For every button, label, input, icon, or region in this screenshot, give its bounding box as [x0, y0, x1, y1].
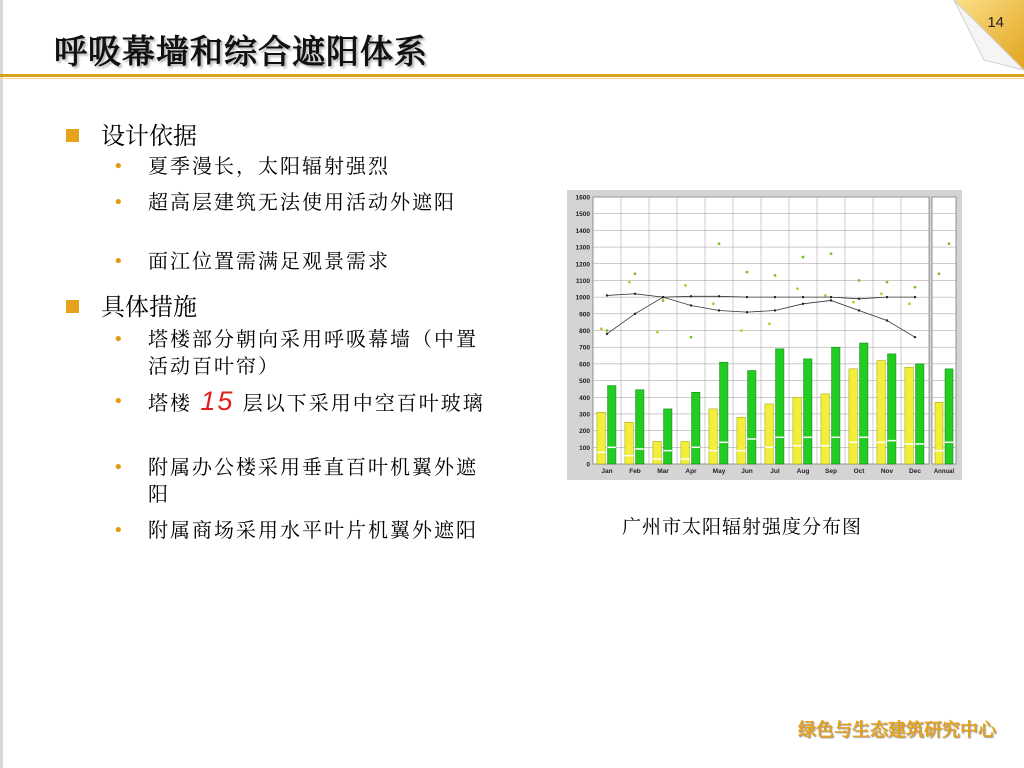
x-tick-label: Nov: [880, 468, 894, 475]
x-tick-label: Jan: [601, 468, 613, 475]
scatter-point: [774, 274, 777, 277]
bar-yellow: [849, 369, 857, 464]
scatter-point: [796, 287, 799, 290]
bullet-text: 附属办公楼采用垂直百叶机翼外遮阳: [148, 455, 478, 506]
bullet-item: [113, 248, 496, 275]
line-series-curve-point: [606, 333, 608, 335]
y-tick-label: 1000: [575, 294, 590, 302]
y-tick-label: 0: [586, 461, 590, 469]
y-tick-label: 1600: [575, 194, 590, 202]
bullet-text: 夏季漫长，太阳辐射强烈: [148, 154, 390, 178]
scatter-point: [746, 271, 749, 274]
y-tick-label: 800: [579, 328, 590, 335]
bar-green-annual: [945, 369, 953, 464]
line-series-flat-point: [802, 296, 804, 298]
line-series-curve-point: [690, 304, 692, 306]
line-series-curve-point: [718, 309, 720, 311]
line-series-flat-point: [718, 295, 720, 297]
section-heading-text: 设计依据: [101, 122, 197, 150]
line-series-flat-point: [886, 296, 888, 298]
scatter-point: [712, 302, 715, 305]
bar-green: [860, 343, 868, 464]
solar-radiation-chart: [567, 190, 962, 480]
left-edge-strip: [0, 0, 3, 768]
bar-yellow: [877, 361, 885, 464]
bar-yellow-annual: [935, 402, 943, 464]
bar-green: [776, 349, 784, 464]
scatter-point: [908, 302, 911, 305]
bar-yellow: [821, 394, 829, 464]
y-tick-label: 1300: [575, 244, 590, 252]
scatter-point: [600, 327, 603, 330]
y-tick-label: 900: [579, 311, 590, 319]
bar-green: [832, 347, 840, 464]
scatter-point: [628, 281, 631, 284]
page-curl-corner: [954, 0, 1024, 70]
x-tick-label-annual: Annual: [933, 469, 955, 475]
line-series-curve-point: [858, 309, 860, 311]
line-series-curve-point: [914, 336, 916, 338]
line-series-flat-point: [690, 295, 692, 297]
line-series-curve-point: [746, 311, 748, 313]
slide-title: 呼吸幕墙和综合遮阳体系: [54, 32, 428, 71]
x-tick-label: Feb: [629, 468, 641, 475]
bar-yellow: [709, 409, 717, 464]
x-tick-label: Jul: [770, 468, 780, 475]
square-bullet-icon: [66, 129, 79, 142]
bullet-dot-icon: •: [113, 391, 126, 412]
y-tick-label: 600: [579, 361, 590, 369]
y-tick-label: 100: [579, 444, 590, 452]
x-tick-label: Dec: [909, 468, 921, 475]
x-tick-label: May: [712, 468, 726, 475]
y-tick-label: 400: [579, 394, 590, 402]
y-tick-label: 300: [579, 411, 590, 419]
y-tick-label: 1100: [575, 277, 590, 285]
scatter-point: [858, 279, 861, 282]
line-series-flat-point: [634, 293, 636, 295]
scatter-point: [606, 329, 609, 332]
y-tick-label: 500: [579, 378, 590, 386]
scatter-point: [880, 292, 883, 295]
line-series-curve-point: [774, 309, 776, 311]
chart-caption: 广州市太阳辐射强度分布图: [622, 516, 863, 538]
bar-yellow: [905, 367, 913, 464]
y-tick-label: 1400: [575, 227, 590, 235]
bar-yellow: [737, 417, 745, 464]
line-series-curve-point: [830, 299, 832, 301]
highlight-number: 15: [200, 386, 235, 416]
bullet-text: 塔楼部分朝向采用呼吸幕墙（中置活动百叶帘）: [148, 327, 478, 378]
line-series-flat-point: [914, 296, 916, 298]
bar-green: [636, 390, 644, 464]
bar-green: [916, 364, 924, 464]
bullet-text: 附属商场采用水平叶片机翼外遮阳: [148, 518, 478, 542]
scatter-point: [718, 242, 721, 245]
line-series-curve-point: [662, 296, 664, 298]
scatter-point-annual: [938, 272, 941, 275]
bullet-item: [113, 454, 496, 508]
chart-svg: [567, 190, 962, 480]
bar-yellow: [793, 397, 801, 464]
y-tick-label: 1200: [575, 261, 590, 269]
scatter-point: [634, 272, 637, 275]
bar-yellow: [597, 412, 605, 464]
x-tick-label: Apr: [685, 468, 697, 475]
bar-green: [692, 392, 700, 464]
scatter-point: [802, 256, 805, 259]
bullet-item: [113, 153, 496, 180]
page-number: 14: [987, 14, 1004, 31]
line-series-flat-point: [858, 298, 860, 300]
bullet-item: [113, 189, 496, 216]
bullet-item: [113, 517, 496, 544]
scatter-point: [830, 252, 833, 255]
y-tick-label: 700: [579, 344, 590, 352]
scatter-point-annual: [948, 242, 951, 245]
bullet-dot-icon: •: [113, 520, 126, 541]
scatter-point: [690, 336, 693, 339]
bar-green: [748, 371, 756, 464]
x-tick-label: Oct: [853, 468, 865, 475]
line-series-flat-point: [830, 296, 832, 298]
bullet-text: 面江位置需满足观景需求: [148, 249, 390, 273]
line-series-curve-point: [802, 303, 804, 305]
bullet-text: 超高层建筑无法使用活动外遮阳: [148, 190, 456, 214]
bullet-item: [113, 386, 496, 417]
bar-yellow: [681, 441, 689, 464]
square-bullet-icon: [66, 300, 79, 313]
bar-yellow: [765, 404, 773, 464]
scatter-point: [768, 322, 771, 325]
scatter-point: [684, 284, 687, 287]
bar-green: [720, 362, 728, 464]
scatter-point: [824, 294, 827, 297]
bullet-dot-icon: •: [113, 329, 126, 350]
line-series-flat-point: [774, 296, 776, 298]
scatter-point: [662, 299, 665, 302]
bullet-dot-icon: •: [113, 156, 126, 177]
bullet-item: [113, 326, 496, 380]
bar-green: [608, 386, 616, 464]
section-heading-text: 具体措施: [101, 293, 197, 321]
line-series-flat-point: [746, 296, 748, 298]
x-tick-label: Aug: [796, 468, 810, 475]
scatter-point: [886, 281, 889, 284]
scatter-point: [852, 301, 855, 304]
bar-green: [888, 354, 896, 464]
scatter-point: [914, 286, 917, 289]
title-underline: [0, 74, 1024, 77]
line-series-curve-point: [634, 313, 636, 315]
bar-yellow: [625, 422, 633, 464]
bar-yellow: [653, 441, 661, 464]
line-series-flat-point: [606, 294, 608, 296]
x-tick-label: Jun: [741, 468, 753, 475]
scatter-point: [740, 329, 743, 332]
y-tick-label: 1500: [575, 211, 590, 219]
title-underline-thin: [0, 78, 1024, 79]
line-series-curve-point: [886, 319, 888, 321]
bar-green: [804, 359, 812, 464]
y-tick-label: 200: [579, 428, 590, 436]
bar-green: [664, 409, 672, 464]
footer-brand: 绿色与生态建筑研究中心: [798, 720, 996, 741]
bullet-dot-icon: •: [113, 192, 126, 213]
section-heading-basis: [66, 116, 197, 151]
bullet-text: 塔楼 15 层以下采用中空百叶玻璃: [148, 386, 485, 416]
scatter-point: [656, 331, 659, 334]
section-heading-measures: [66, 287, 197, 322]
bullet-dot-icon: •: [113, 457, 126, 478]
x-tick-label: Mar: [657, 468, 669, 475]
bullet-dot-icon: •: [113, 251, 126, 272]
x-tick-label: Sep: [825, 468, 837, 475]
